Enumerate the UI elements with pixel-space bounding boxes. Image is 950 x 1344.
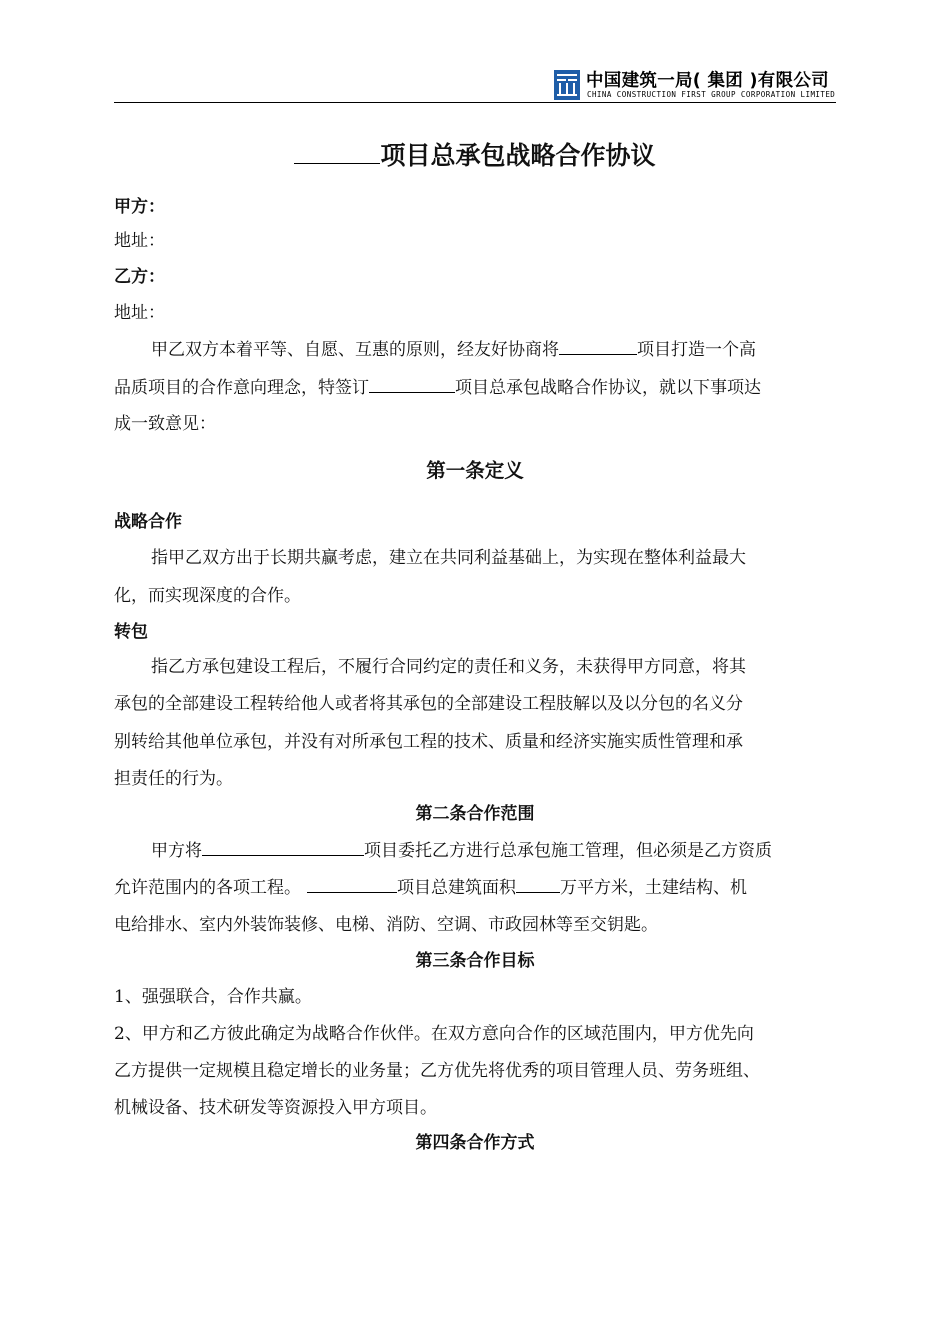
article-4-heading: 第四条合作方式 <box>415 1133 535 1153</box>
cscec-logo-icon <box>554 70 580 100</box>
project-name-blank <box>307 876 397 893</box>
document-title: 项目总承包战略合作协议 <box>0 136 950 172</box>
definition-1-line-1: 指甲乙双方出于长期共赢考虑，建立在共同利益基础上，为实现在整体利益最大 <box>151 548 746 568</box>
company-name-en: CHINA CONSTRUCTION FIRST GROUP CORPORATION LIMITED <box>587 90 836 99</box>
intro-line-1: 甲乙双方本着平等、自愿、互惠的原则，经友好协商将 项目打造一个高 <box>151 338 756 362</box>
party-a-address: 地址： <box>114 231 165 251</box>
definition-2-line-4: 担责任的行为。 <box>114 769 233 789</box>
definition-2-line-3: 别转给其他单位承包，并没有对所承包工程的技术、质量和经济实施实质性管理和承 <box>114 732 743 752</box>
goal-item-2-line-1: 2、甲方和乙方彼此确定为战略合作伙伴。在双方意向合作的区域范围内，甲方优先向 <box>114 1024 754 1044</box>
scope-line-3: 电给排水、室内外装饰装修、电梯、消防、空调、市政园林等至交钥匙。 <box>114 915 658 935</box>
intro-line-3: 成一致意见： <box>114 414 216 434</box>
article-1-heading: 第一条定义 <box>426 459 524 482</box>
party-b-address: 地址： <box>114 303 165 323</box>
goal-item-2-line-2: 乙方提供一定规模且稳定增长的业务量；乙方优先将优秀的项目管理人员、劳务班组、 <box>114 1061 760 1081</box>
party-b-label: 乙方： <box>114 267 165 287</box>
intro-line-2: 品质项目的合作意向理念，特签订 项目总承包战略合作协议，就以下事项达 <box>114 376 761 400</box>
article-3-heading: 第三条合作目标 <box>415 951 535 971</box>
scope-line-2: 允许范围内的各项工程。 项目总建筑面积 万平方米，土建结构、机 <box>114 876 747 900</box>
term-subcontract: 转包 <box>114 622 148 642</box>
party-a-label: 甲方： <box>114 197 165 217</box>
company-name-cn: 中国建筑一局( 集团 )有限公司 <box>586 71 829 91</box>
project-name-blank <box>202 839 364 856</box>
goal-item-1: 1、强强联合，合作共赢。 <box>114 987 312 1007</box>
scope-line-1: 甲方将 项目委托乙方进行总承包施工管理，但必须是乙方资质 <box>151 839 772 863</box>
definition-2-line-1: 指乙方承包建设工程后，不履行合同约定的责任和义务，未获得甲方同意，将其 <box>151 657 746 677</box>
definition-1-line-2: 化，而实现深度的合作。 <box>114 586 301 606</box>
title-blank <box>294 139 380 164</box>
project-name-blank <box>559 338 637 355</box>
definition-2-line-2: 承包的全部建设工程转给他人或者将其承包的全部建设工程肢解以及以分包的名义分 <box>114 694 743 714</box>
area-blank <box>516 876 560 893</box>
goal-item-2-line-3: 机械设备、技术研发等资源投入甲方项目。 <box>114 1098 437 1118</box>
article-2-heading: 第二条合作范围 <box>415 804 535 824</box>
term-strategic-cooperation: 战略合作 <box>114 512 182 532</box>
project-name-blank <box>369 376 455 393</box>
header-divider <box>114 102 836 103</box>
